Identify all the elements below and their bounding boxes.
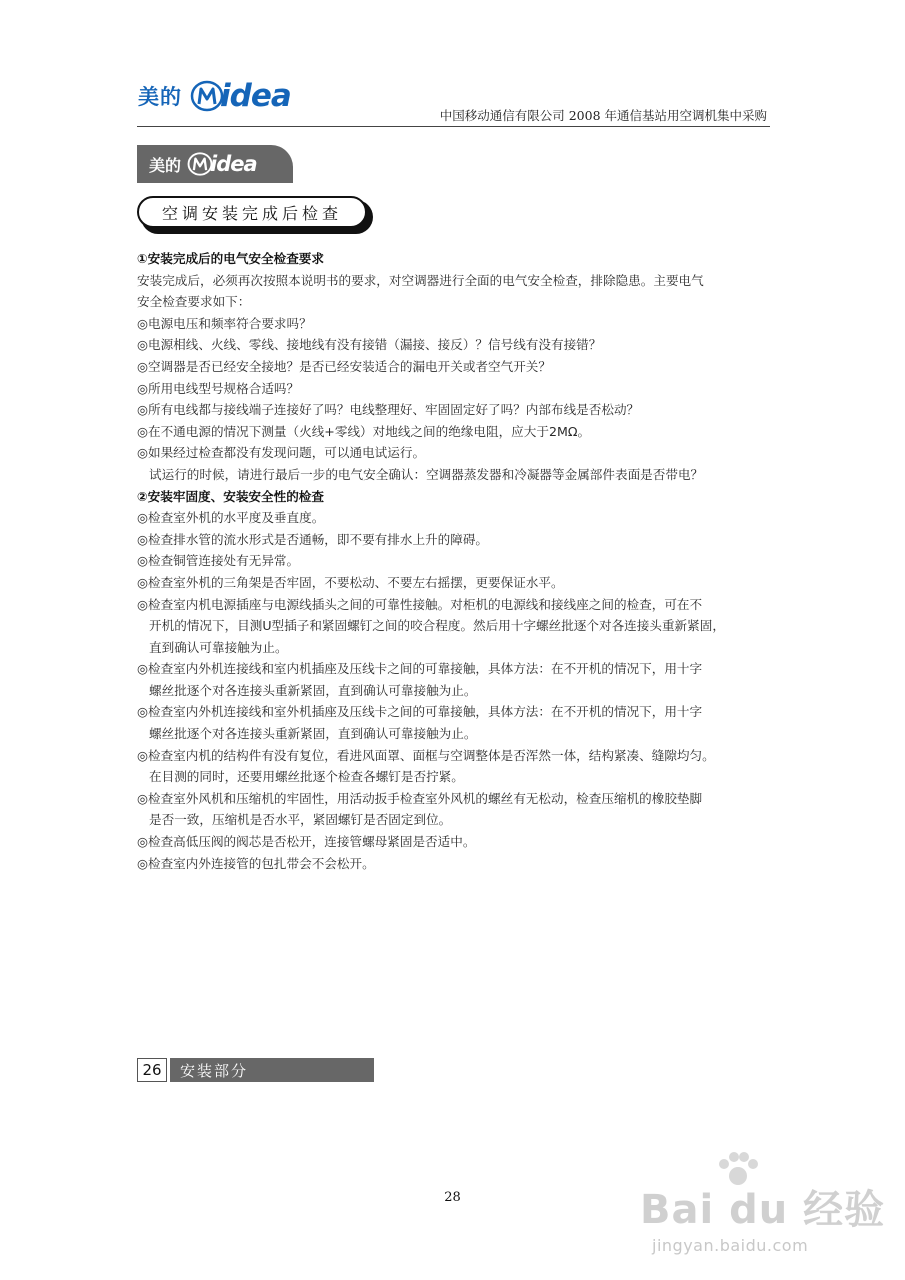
section-subheading: ②安装牢固度、安装安全性的检查 <box>137 488 324 504</box>
body-line: 是否一致，压缩机是否水平，紧固螺钉是否固定到位。 <box>149 812 452 828</box>
body-line: 在目测的同时，还要用螺丝批逐个检查各螺钉是否拧紧。 <box>149 769 464 785</box>
body-line: ◎检查室内外机连接线和室内机插座及压线卡之间的可靠接触，具体方法：在不开机的情况下，用十字 <box>137 661 703 677</box>
body-line: ◎在不通电源的情况下测量（火线+零线）对地线之间的绝缘电阻，应大于2MΩ。 <box>137 423 591 439</box>
body-line: ◎电源相线、火线、零线、接地线有没有接错（漏接、接反）？信号线有没有接错？ <box>137 337 602 353</box>
body-line: 安全检查要求如下： <box>137 294 251 310</box>
body-line: ◎检查室外机的水平度及垂直度。 <box>137 510 325 526</box>
banner-logo-chinese-text: 美的 <box>149 155 182 175</box>
body-line: ◎检查高低压阀的阀芯是否松开，连接管螺母紧固是否适中。 <box>137 834 476 850</box>
body-line: ◎检查室内外机连接线和室外机插座及压线卡之间的可靠接触，具体方法：在不开机的情况下，用十字 <box>137 704 703 720</box>
page-number: 28 <box>444 1190 461 1205</box>
body-line: 安装完成后，必须再次按照本说明书的要求，对空调器进行全面的电气安全检查，排除隐患。主要电气 <box>137 272 704 288</box>
body-line: ◎检查室内外连接管的包扎带会不会松开。 <box>137 855 375 871</box>
section-heading-text: 空调安装完成后检查 <box>161 203 342 223</box>
midea-logo <box>138 76 291 116</box>
body-line: 直到确认可靠接触为止。 <box>149 639 288 655</box>
document-body <box>137 248 777 874</box>
body-line: ◎空调器是否已经安全接地？是否已经安装适合的漏电开关或者空气开关？ <box>137 358 551 374</box>
body-line: ◎检查室外机的三角架是否牢固，不要松动、不要左右摇摆，更要保证水平。 <box>137 574 564 590</box>
midea-m-icon <box>190 79 224 113</box>
logo-chinese-text: 美的 <box>138 85 182 109</box>
header-title: 中国移动通信有限公司 2008 年通信基站用空调机集中采购 <box>439 108 767 123</box>
body-line: 螺丝批逐个对各连接头重新紧固，直到确认可靠接触为止。 <box>149 726 477 742</box>
body-line: 开机的情况下，目测U型插子和紧固螺钉之间的咬合程度。然后用十字螺丝批逐个对各连接头重新紧固， <box>149 618 725 634</box>
body-line: ◎所有电线都与接线端子连接好了吗？电线整理好、牢固固定好了吗？内部布线是否松动？ <box>137 402 640 418</box>
body-line: 螺丝批逐个对各连接头重新紧固，直到确认可靠接触为止。 <box>149 682 477 698</box>
section-number-box: 26 <box>137 1058 167 1082</box>
section-heading <box>137 196 367 228</box>
logo-banner <box>137 145 293 183</box>
watermark-url: jingyan.baidu.com <box>652 1236 809 1255</box>
logo-english-text: idea <box>220 78 291 114</box>
body-line: ◎检查铜管连接处有无异常。 <box>137 553 300 569</box>
banner-logo-english-text: idea <box>210 152 257 176</box>
body-line: ◎电源电压和频率符合要求吗？ <box>137 315 312 331</box>
body-line: ◎检查排水管的流水形式是否通畅，即不要有排水上升的障碍。 <box>137 531 489 547</box>
section-label-bar: 安装部分 <box>170 1058 374 1082</box>
body-line: ◎如果经过检查都没有发现问题，可以通电试运行。 <box>137 445 426 461</box>
body-line: ◎所用电线型号规格合适吗？ <box>137 380 300 396</box>
header-divider <box>137 126 770 127</box>
body-line: ◎检查室外风机和压缩机的牢固性，用活动扳手检查室外风机的螺丝有无松动，检查压缩机的橡胶垫脚 <box>137 790 703 806</box>
section-subheading: ①安装完成后的电气安全检查要求 <box>137 251 324 266</box>
watermark-brand: Bai du 经验 <box>640 1187 886 1233</box>
body-line: ◎检查室内机电源插座与电源线插头之间的可靠性接触。对柜机的电源线和接线座之间的检查，可在不 <box>137 596 703 612</box>
baidu-jingyan-watermark <box>640 1150 886 1265</box>
body-line: 试运行的时候，请进行最后一步的电气安全确认：空调器蒸发器和冷凝器等金属部件表面是否带电？ <box>149 466 704 482</box>
body-line: ◎检查室内机的结构件有没有复位，看进风面罩、面框与空调整体是否浑然一体，结构紧凑、缝隙均匀。 <box>137 747 715 763</box>
